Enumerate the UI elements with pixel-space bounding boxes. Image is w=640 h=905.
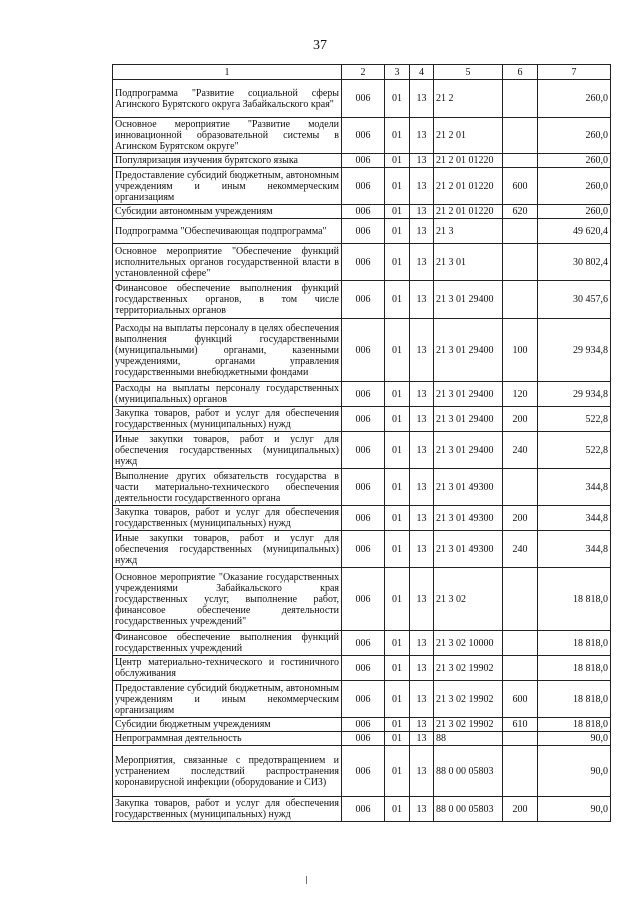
row-subsection-code: 13	[410, 681, 434, 718]
row-subsection-code: 13	[410, 718, 434, 732]
row-target-article: 21 3 01 49300	[434, 469, 503, 506]
row-subsection-code: 13	[410, 407, 434, 432]
row-section-code: 01	[385, 118, 410, 154]
row-amount: 260,0	[538, 118, 611, 154]
row-expense-type	[503, 568, 538, 631]
row-expense-type	[503, 244, 538, 281]
row-section-code: 01	[385, 656, 410, 681]
row-target-article: 21 3 01 29400	[434, 407, 503, 432]
table-row	[113, 244, 611, 281]
table-body	[113, 80, 611, 822]
row-subsection-code: 13	[410, 118, 434, 154]
row-name: Предоставление субсидий бюджетным, автономным учреждениям и иным некоммерческим организациям	[113, 681, 342, 718]
table-row	[113, 568, 611, 631]
row-target-article: 21 3 02	[434, 568, 503, 631]
row-amount: 344,8	[538, 531, 611, 568]
table-row	[113, 506, 611, 531]
column-header: 6	[503, 65, 538, 80]
row-expense-type: 240	[503, 531, 538, 568]
row-section-code: 01	[385, 168, 410, 205]
row-section-code: 01	[385, 531, 410, 568]
row-subsection-code: 13	[410, 319, 434, 382]
row-grbs-code: 006	[342, 205, 385, 219]
column-header: 2	[342, 65, 385, 80]
row-name: Выполнение других обязательств государства в части материально-технического обеспечения деятельности государственного органа	[113, 469, 342, 506]
row-section-code: 01	[385, 631, 410, 656]
row-grbs-code: 006	[342, 656, 385, 681]
row-name: Иные закупки товаров, работ и услуг для обеспечения государственных (муниципальных) нужд	[113, 531, 342, 568]
row-target-article: 21 2 01 01220	[434, 205, 503, 219]
row-expense-type	[503, 469, 538, 506]
table-row	[113, 681, 611, 718]
table-row	[113, 797, 611, 822]
row-target-article: 21 3 01 29400	[434, 382, 503, 407]
row-subsection-code: 13	[410, 432, 434, 469]
row-amount: 30 457,6	[538, 281, 611, 319]
row-amount: 49 620,4	[538, 219, 611, 244]
row-subsection-code: 13	[410, 80, 434, 118]
row-name: Расходы на выплаты персоналу государственных (муниципальных) органов	[113, 382, 342, 407]
row-expense-type: 620	[503, 205, 538, 219]
row-subsection-code: 13	[410, 732, 434, 746]
table-row	[113, 432, 611, 469]
row-section-code: 01	[385, 732, 410, 746]
table-row	[113, 168, 611, 205]
scan-mark	[306, 876, 307, 884]
row-expense-type: 100	[503, 319, 538, 382]
row-name: Закупка товаров, работ и услуг для обеспечения государственных (муниципальных) нужд	[113, 797, 342, 822]
row-section-code: 01	[385, 205, 410, 219]
column-header: 3	[385, 65, 410, 80]
row-name: Субсидии бюджетным учреждениям	[113, 718, 342, 732]
row-expense-type	[503, 732, 538, 746]
table-row	[113, 531, 611, 568]
row-grbs-code: 006	[342, 531, 385, 568]
row-expense-type: 120	[503, 382, 538, 407]
table-row	[113, 382, 611, 407]
row-target-article: 21 3	[434, 219, 503, 244]
table-row	[113, 219, 611, 244]
row-expense-type: 240	[503, 432, 538, 469]
column-header: 5	[434, 65, 503, 80]
row-expense-type: 600	[503, 681, 538, 718]
row-target-article: 88	[434, 732, 503, 746]
row-subsection-code: 13	[410, 656, 434, 681]
row-amount: 29 934,8	[538, 382, 611, 407]
row-expense-type	[503, 154, 538, 168]
row-amount: 260,0	[538, 80, 611, 118]
row-grbs-code: 006	[342, 469, 385, 506]
row-subsection-code: 13	[410, 531, 434, 568]
column-header: 7	[538, 65, 611, 80]
row-amount: 90,0	[538, 732, 611, 746]
row-subsection-code: 13	[410, 154, 434, 168]
row-subsection-code: 13	[410, 568, 434, 631]
row-section-code: 01	[385, 154, 410, 168]
row-amount: 18 818,0	[538, 631, 611, 656]
row-target-article: 21 3 02 19902	[434, 718, 503, 732]
row-grbs-code: 006	[342, 432, 385, 469]
row-target-article: 88 0 00 05803	[434, 746, 503, 797]
row-subsection-code: 13	[410, 746, 434, 797]
table-row	[113, 281, 611, 319]
row-grbs-code: 006	[342, 244, 385, 281]
row-grbs-code: 006	[342, 80, 385, 118]
row-target-article: 88 0 00 05803	[434, 797, 503, 822]
row-expense-type	[503, 746, 538, 797]
row-grbs-code: 006	[342, 506, 385, 531]
row-name: Непрограммная деятельность	[113, 732, 342, 746]
row-target-article: 21 3 01 29400	[434, 281, 503, 319]
row-name: Популяризация изучения бурятского языка	[113, 154, 342, 168]
row-subsection-code: 13	[410, 469, 434, 506]
row-section-code: 01	[385, 506, 410, 531]
row-subsection-code: 13	[410, 382, 434, 407]
row-section-code: 01	[385, 797, 410, 822]
row-target-article: 21 3 02 10000	[434, 631, 503, 656]
table-row	[113, 732, 611, 746]
row-expense-type	[503, 80, 538, 118]
row-target-article: 21 2	[434, 80, 503, 118]
row-expense-type: 200	[503, 797, 538, 822]
row-name: Закупка товаров, работ и услуг для обеспечения государственных (муниципальных) нужд	[113, 407, 342, 432]
row-subsection-code: 13	[410, 244, 434, 281]
row-amount: 260,0	[538, 154, 611, 168]
row-amount: 18 818,0	[538, 568, 611, 631]
row-grbs-code: 006	[342, 168, 385, 205]
row-amount: 90,0	[538, 746, 611, 797]
row-section-code: 01	[385, 382, 410, 407]
row-target-article: 21 3 02 19902	[434, 656, 503, 681]
row-expense-type: 200	[503, 506, 538, 531]
row-amount: 344,8	[538, 506, 611, 531]
row-amount: 260,0	[538, 168, 611, 205]
row-expense-type	[503, 281, 538, 319]
row-name: Подпрограмма "Обеспечивающая подпрограмма"	[113, 219, 342, 244]
row-subsection-code: 13	[410, 219, 434, 244]
row-section-code: 01	[385, 746, 410, 797]
row-target-article: 21 3 01	[434, 244, 503, 281]
row-section-code: 01	[385, 718, 410, 732]
row-amount: 29 934,8	[538, 319, 611, 382]
row-grbs-code: 006	[342, 319, 385, 382]
row-name: Предоставление субсидий бюджетным, автономным учреждениям и иным некоммерческим организациям	[113, 168, 342, 205]
row-grbs-code: 006	[342, 568, 385, 631]
row-target-article: 21 3 01 49300	[434, 531, 503, 568]
row-amount: 18 818,0	[538, 718, 611, 732]
row-name: Основное мероприятие "Развитие модели инновационной образовательной системы в Агинском Бурятском округе"	[113, 118, 342, 154]
row-grbs-code: 006	[342, 382, 385, 407]
row-grbs-code: 006	[342, 219, 385, 244]
table-row	[113, 656, 611, 681]
row-grbs-code: 006	[342, 631, 385, 656]
row-name: Подпрограмма "Развитие социальной сферы Агинского Бурятского округа Забайкальского края"	[113, 80, 342, 118]
row-amount: 90,0	[538, 797, 611, 822]
row-section-code: 01	[385, 281, 410, 319]
table-row	[113, 746, 611, 797]
column-header: 4	[410, 65, 434, 80]
row-subsection-code: 13	[410, 168, 434, 205]
row-name: Мероприятия, связанные с предотвращением и устранением последствий распространения коронавирусной инфекции (оборудование и СИЗ)	[113, 746, 342, 797]
row-name: Субсидии автономным учреждениям	[113, 205, 342, 219]
row-section-code: 01	[385, 432, 410, 469]
row-amount: 260,0	[538, 205, 611, 219]
row-grbs-code: 006	[342, 407, 385, 432]
row-amount: 30 802,4	[538, 244, 611, 281]
table-row	[113, 407, 611, 432]
row-section-code: 01	[385, 244, 410, 281]
row-target-article: 21 2 01 01220	[434, 168, 503, 205]
row-name: Закупка товаров, работ и услуг для обеспечения государственных (муниципальных) нужд	[113, 506, 342, 531]
page-number: 37	[313, 38, 327, 53]
row-expense-type	[503, 118, 538, 154]
row-grbs-code: 006	[342, 118, 385, 154]
row-expense-type	[503, 219, 538, 244]
header-row	[113, 65, 611, 80]
row-grbs-code: 006	[342, 281, 385, 319]
budget-table	[112, 64, 611, 822]
row-section-code: 01	[385, 219, 410, 244]
table-row	[113, 118, 611, 154]
row-amount: 18 818,0	[538, 656, 611, 681]
row-target-article: 21 3 01 49300	[434, 506, 503, 531]
row-amount: 522,8	[538, 407, 611, 432]
row-section-code: 01	[385, 681, 410, 718]
row-name: Финансовое обеспечение выполнения функций государственных учреждений	[113, 631, 342, 656]
row-expense-type	[503, 656, 538, 681]
row-subsection-code: 13	[410, 506, 434, 531]
row-grbs-code: 006	[342, 732, 385, 746]
row-section-code: 01	[385, 319, 410, 382]
row-subsection-code: 13	[410, 281, 434, 319]
row-section-code: 01	[385, 469, 410, 506]
table-row	[113, 319, 611, 382]
row-target-article: 21 2 01	[434, 118, 503, 154]
row-target-article: 21 3 01 29400	[434, 319, 503, 382]
row-grbs-code: 006	[342, 681, 385, 718]
row-subsection-code: 13	[410, 205, 434, 219]
row-name: Финансовое обеспечение выполнения функций государственных органов, в том числе территориальных органов	[113, 281, 342, 319]
row-target-article: 21 2 01 01220	[434, 154, 503, 168]
row-amount: 18 818,0	[538, 681, 611, 718]
row-expense-type: 200	[503, 407, 538, 432]
row-name: Основное мероприятие "Обеспечение функций исполнительных органов государственной власти в установленной сфере"	[113, 244, 342, 281]
table-row	[113, 718, 611, 732]
row-expense-type: 610	[503, 718, 538, 732]
row-amount: 344,8	[538, 469, 611, 506]
row-name: Основное мероприятие "Оказание государственных учреждениями Забайкальского края государственных услуг, выполнение работ, финансовое обеспечение деятельности государственных учреждений"	[113, 568, 342, 631]
row-name: Иные закупки товаров, работ и услуг для обеспечения государственных (муниципальных) нужд	[113, 432, 342, 469]
row-name: Расходы на выплаты персоналу в целях обеспечения выполнения функций государственными (муниципальными) органами, казенными учреждениями, органами управления государственными внебюджетными фондами	[113, 319, 342, 382]
column-header: 1	[113, 65, 342, 80]
table-row	[113, 631, 611, 656]
row-grbs-code: 006	[342, 718, 385, 732]
row-target-article: 21 3 02 19902	[434, 681, 503, 718]
row-subsection-code: 13	[410, 631, 434, 656]
table-row	[113, 80, 611, 118]
row-section-code: 01	[385, 568, 410, 631]
row-subsection-code: 13	[410, 797, 434, 822]
row-expense-type: 600	[503, 168, 538, 205]
row-name: Центр материально-технического и гостиничного обслуживания	[113, 656, 342, 681]
row-grbs-code: 006	[342, 797, 385, 822]
row-grbs-code: 006	[342, 154, 385, 168]
row-target-article: 21 3 01 29400	[434, 432, 503, 469]
row-section-code: 01	[385, 80, 410, 118]
row-amount: 522,8	[538, 432, 611, 469]
row-expense-type	[503, 631, 538, 656]
table-row	[113, 154, 611, 168]
table-row	[113, 469, 611, 506]
table-row	[113, 205, 611, 219]
row-section-code: 01	[385, 407, 410, 432]
row-grbs-code: 006	[342, 746, 385, 797]
